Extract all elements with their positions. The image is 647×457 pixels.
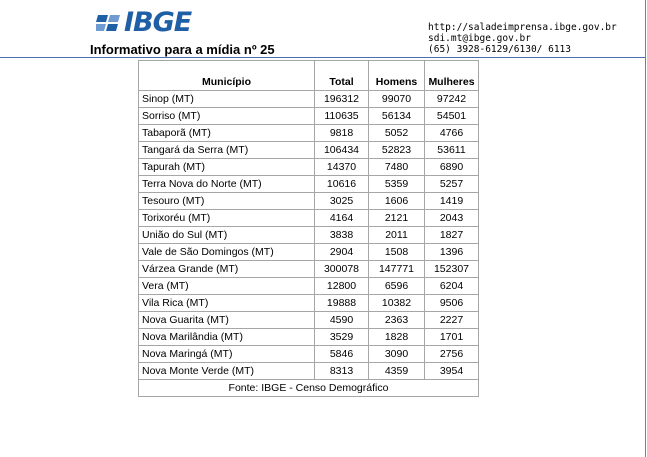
cell-homens: 2363 [369, 312, 425, 329]
ibge-logo [96, 9, 191, 37]
table-source-note: Fonte: IBGE - Censo Demográfico [139, 380, 479, 397]
page-right-border [645, 0, 646, 457]
cell-homens: 1508 [369, 244, 425, 261]
cell-homens: 1828 [369, 329, 425, 346]
cell-mulheres: 152307 [425, 261, 479, 278]
cell-municipio: União do Sul (MT) [139, 227, 315, 244]
cell-municipio: Sorriso (MT) [139, 108, 315, 125]
table-row [139, 312, 479, 329]
column-header-total: Total [315, 61, 369, 91]
cell-mulheres: 6204 [425, 278, 479, 295]
contact-email[interactable]: sdi.mt@ibge.gov.br [428, 33, 531, 44]
table-row [139, 346, 479, 363]
cell-municipio: Nova Marilândia (MT) [139, 329, 315, 346]
cell-homens: 3090 [369, 346, 425, 363]
cell-municipio: Nova Guarita (MT) [139, 312, 315, 329]
cell-homens: 99070 [369, 91, 425, 108]
cell-total: 10616 [315, 176, 369, 193]
cell-total: 4590 [315, 312, 369, 329]
cell-municipio: Vera (MT) [139, 278, 315, 295]
table-row [139, 210, 479, 227]
cell-municipio: Tangará da Serra (MT) [139, 142, 315, 159]
cell-total: 5846 [315, 346, 369, 363]
cell-homens: 5359 [369, 176, 425, 193]
cell-municipio: Várzea Grande (MT) [139, 261, 315, 278]
cell-mulheres: 2043 [425, 210, 479, 227]
cell-municipio: Nova Monte Verde (MT) [139, 363, 315, 380]
cell-mulheres: 54501 [425, 108, 479, 125]
table-row [139, 108, 479, 125]
cell-mulheres: 1701 [425, 329, 479, 346]
contact-phone: (65) 3928-6129/6130/ 6113 [428, 44, 571, 55]
table-row [139, 244, 479, 261]
table-row [139, 91, 479, 108]
cell-mulheres: 97242 [425, 91, 479, 108]
cell-homens: 2011 [369, 227, 425, 244]
cell-municipio: Nova Maringá (MT) [139, 346, 315, 363]
cell-homens: 147771 [369, 261, 425, 278]
cell-municipio: Terra Nova do Norte (MT) [139, 176, 315, 193]
cell-homens: 1606 [369, 193, 425, 210]
contact-url[interactable]: http://saladeimprensa.ibge.gov.br [428, 22, 617, 33]
table-header-row [139, 61, 479, 91]
contact-info [428, 22, 617, 55]
census-table-container [138, 60, 479, 397]
cell-homens: 7480 [369, 159, 425, 176]
table-row [139, 329, 479, 346]
cell-municipio: Tapurah (MT) [139, 159, 315, 176]
table-source-row [139, 380, 479, 397]
cell-total: 3025 [315, 193, 369, 210]
cell-mulheres: 5257 [425, 176, 479, 193]
cell-mulheres: 2756 [425, 346, 479, 363]
cell-homens: 10382 [369, 295, 425, 312]
cell-total: 110635 [315, 108, 369, 125]
page-title: Informativo para a mídia nº 25 [90, 42, 275, 57]
table-row [139, 193, 479, 210]
cell-municipio: Tabaporã (MT) [139, 125, 315, 142]
table-row [139, 159, 479, 176]
ibge-logo-mark-icon [96, 11, 122, 35]
cell-municipio: Torixoréu (MT) [139, 210, 315, 227]
cell-total: 300078 [315, 261, 369, 278]
cell-total: 4164 [315, 210, 369, 227]
cell-total: 106434 [315, 142, 369, 159]
cell-homens: 52823 [369, 142, 425, 159]
table-row [139, 363, 479, 380]
cell-total: 14370 [315, 159, 369, 176]
cell-municipio: Vale de São Domingos (MT) [139, 244, 315, 261]
column-header-mulheres: Mulheres [425, 61, 479, 91]
cell-municipio: Tesouro (MT) [139, 193, 315, 210]
cell-total: 3529 [315, 329, 369, 346]
cell-total: 19888 [315, 295, 369, 312]
table-row [139, 142, 479, 159]
cell-total: 196312 [315, 91, 369, 108]
cell-homens: 56134 [369, 108, 425, 125]
table-row [139, 227, 479, 244]
cell-total: 3838 [315, 227, 369, 244]
cell-mulheres: 53611 [425, 142, 479, 159]
cell-total: 9818 [315, 125, 369, 142]
cell-total: 2904 [315, 244, 369, 261]
cell-total: 8313 [315, 363, 369, 380]
cell-homens: 4359 [369, 363, 425, 380]
column-header-municipio: Município [139, 61, 315, 91]
cell-mulheres: 2227 [425, 312, 479, 329]
table-row [139, 125, 479, 142]
cell-mulheres: 1419 [425, 193, 479, 210]
table-row [139, 278, 479, 295]
cell-homens: 2121 [369, 210, 425, 227]
cell-total: 12800 [315, 278, 369, 295]
cell-municipio: Vila Rica (MT) [139, 295, 315, 312]
cell-mulheres: 9506 [425, 295, 479, 312]
cell-municipio: Sinop (MT) [139, 91, 315, 108]
header-divider [0, 57, 645, 58]
table-row [139, 261, 479, 278]
cell-mulheres: 3954 [425, 363, 479, 380]
table-row [139, 295, 479, 312]
table-row [139, 176, 479, 193]
column-header-homens: Homens [369, 61, 425, 91]
cell-homens: 5052 [369, 125, 425, 142]
census-table [138, 60, 479, 397]
logo-text: IBGE [124, 7, 192, 38]
cell-mulheres: 6890 [425, 159, 479, 176]
cell-mulheres: 4766 [425, 125, 479, 142]
cell-mulheres: 1396 [425, 244, 479, 261]
cell-mulheres: 1827 [425, 227, 479, 244]
cell-homens: 6596 [369, 278, 425, 295]
